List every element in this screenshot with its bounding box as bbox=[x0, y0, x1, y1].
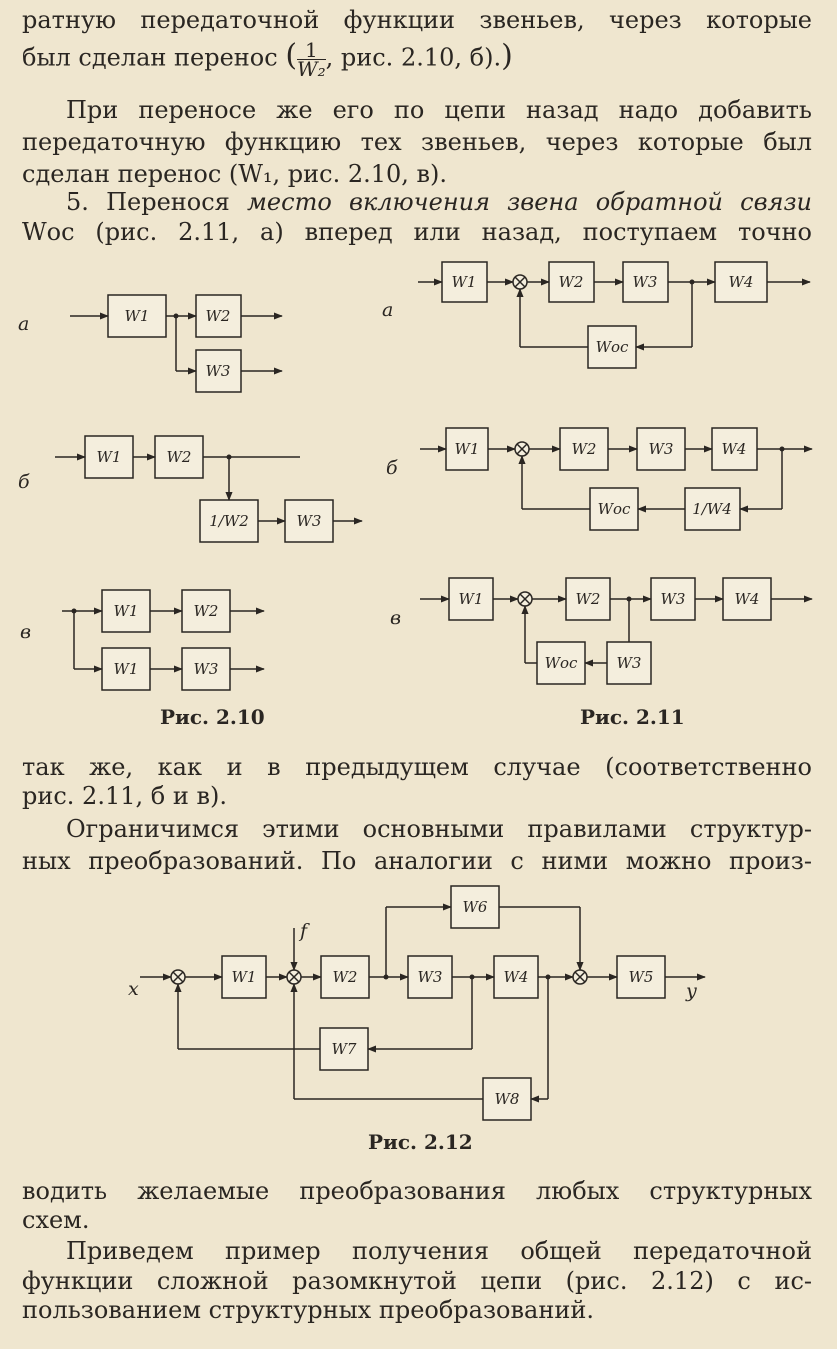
caption-fig-2-12: Рис. 2.12 bbox=[368, 1130, 473, 1154]
block-w2: W2 bbox=[332, 968, 358, 986]
caption-fig-2-10: Рис. 2.10 bbox=[160, 705, 265, 729]
block-w1: W1 bbox=[454, 440, 480, 458]
text-line-3: При переносе же его по цепи назад надо добавить bbox=[66, 96, 812, 124]
text-line-6-pre: 5. Перенося bbox=[66, 188, 230, 216]
block-w2: W2 bbox=[193, 602, 219, 620]
block-w2: W2 bbox=[205, 307, 231, 325]
text-line-13: схем. bbox=[22, 1206, 90, 1234]
fraction: ( $\frac{1}{\text{W₂}}$ bbox=[285, 38, 326, 81]
block-w1: W1 bbox=[458, 590, 484, 608]
caption-fig-2-11: Рис. 2.11 bbox=[580, 705, 685, 729]
block-w1: W1 bbox=[113, 602, 139, 620]
text-line-6-em: место включения звена обратной связи bbox=[247, 188, 813, 216]
text-line-14: Приведем пример получения общей передаточной bbox=[66, 1237, 812, 1265]
text-line-8: так же, как и в предыдущем случае (соответственно bbox=[22, 753, 812, 781]
fraction-numerator: 1 bbox=[297, 41, 326, 60]
block-w1: W1 bbox=[451, 273, 477, 291]
text-line-16: пользованием структурных преобразований. bbox=[22, 1296, 594, 1324]
fig-2-10-label-a: а bbox=[18, 313, 30, 335]
block-w5: W5 bbox=[628, 968, 654, 986]
fig-2-11-label-v: в bbox=[390, 607, 402, 629]
fig-2-11-label-b: б bbox=[386, 457, 398, 479]
block-w1: W1 bbox=[96, 448, 122, 466]
text-line-2-pre: был сделан перенос bbox=[22, 43, 278, 72]
block-w1: W1 bbox=[113, 660, 139, 678]
text-line-5: сделан перенос (W₁, рис. 2.10, в). bbox=[22, 160, 448, 188]
block-inv-w4: 1/W4 bbox=[692, 500, 732, 518]
block-w2: W2 bbox=[571, 440, 597, 458]
block-w3: W3 bbox=[616, 654, 642, 672]
block-w2: W2 bbox=[558, 273, 584, 291]
fig-2-11-label-a: а bbox=[382, 299, 394, 321]
text-line-4: передаточную функцию тех звеньев, через которые был bbox=[22, 128, 812, 156]
block-w6: W6 bbox=[462, 898, 488, 916]
text-line-10: Ограничимся этими основными правилами структур- bbox=[66, 815, 812, 843]
block-w3: W3 bbox=[296, 512, 322, 530]
text-line-1: ратную передаточной функции звеньев, через которые bbox=[22, 6, 812, 34]
block-w2: W2 bbox=[166, 448, 192, 466]
block-w4: W4 bbox=[721, 440, 747, 458]
signal-x: x bbox=[128, 978, 139, 1000]
block-w3: W3 bbox=[660, 590, 686, 608]
text-line-7: Wос (рис. 2.11, а) вперед или назад, поступаем точно bbox=[22, 218, 812, 246]
block-w8: W8 bbox=[494, 1090, 520, 1108]
fig-2-12 bbox=[140, 886, 705, 1120]
block-w3: W3 bbox=[648, 440, 674, 458]
block-inv-w2: 1/W2 bbox=[209, 512, 249, 530]
block-w4: W4 bbox=[728, 273, 754, 291]
block-w7: W7 bbox=[331, 1040, 357, 1058]
block-w4: W4 bbox=[503, 968, 529, 986]
fig-2-10-label-v: в bbox=[20, 621, 32, 643]
block-w1: W1 bbox=[231, 968, 257, 986]
fig-2-10-label-b: б bbox=[18, 471, 30, 493]
text-line-12: водить желаемые преобразования любых структурных bbox=[22, 1177, 812, 1205]
block-w3: W3 bbox=[205, 362, 231, 380]
text-line-2: был сделан перенос ( $\frac{1}{\text{W₂}}$ , рис. 2.10, б).) bbox=[22, 38, 513, 81]
signal-y: y bbox=[686, 980, 697, 1002]
signal-f: f bbox=[300, 920, 308, 942]
fig-2-10-v bbox=[62, 590, 264, 690]
block-woc: Wос bbox=[595, 338, 629, 356]
block-woc: Wос bbox=[597, 500, 631, 518]
text-line-11: ных преобразований. По аналогии с ними можно произ- bbox=[22, 847, 812, 875]
block-w3: W3 bbox=[632, 273, 658, 291]
text-line-9: рис. 2.11, б и в). bbox=[22, 782, 227, 810]
block-w3: W3 bbox=[417, 968, 443, 986]
block-w3: W3 bbox=[193, 660, 219, 678]
block-w2: W2 bbox=[575, 590, 601, 608]
fig-2-10-a bbox=[70, 295, 282, 392]
text-line-2-post: , рис. 2.10, б). bbox=[325, 43, 502, 72]
text-line-15: функции сложной разомкнутой цепи (рис. 2.12) с ис- bbox=[22, 1267, 812, 1295]
block-woc: Wос bbox=[544, 654, 578, 672]
block-w4: W4 bbox=[734, 590, 760, 608]
block-w1: W1 bbox=[124, 307, 150, 325]
fraction-denominator: W₂ bbox=[297, 57, 326, 81]
